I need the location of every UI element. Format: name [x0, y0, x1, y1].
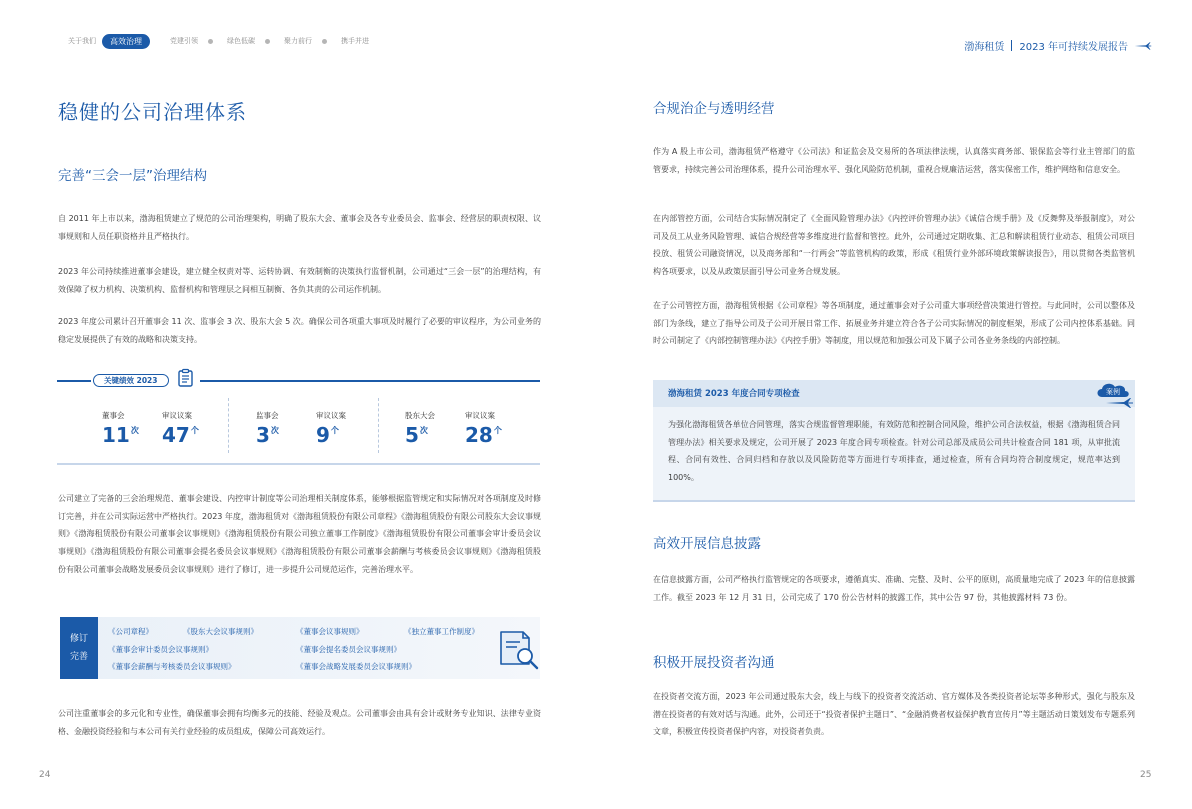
- revision-item: 《股东大会议事规则》: [183, 627, 258, 636]
- nav-dot-icon: [322, 39, 327, 44]
- kpi-rule-right: [200, 380, 540, 382]
- paragraph: 2023 年公司持续推进董事会建设，建立健全权责对等、运转协调、有效制衡的决策执行监督机制，公司通过“三会一层”的治理结构，有效保障了权力机构、决策机构、监督机构和管理层之间相互制衡、各负其责的公司运作机制。: [58, 267, 541, 294]
- paragraph: 自 2011 年上市以来，渤海租赁建立了规范的公司治理架构，明确了股东大会、董事会及各专业委员会、监事会、经营层的职责权限、议事规则和人员任职资格并且严格执行。: [58, 214, 541, 241]
- paragraph: 作为 A 股上市公司，渤海租赁严格遵守《公司法》和证监会及交易所的各项法律法规，认真落实商务部、银保监会等行业主管部门的监管要求，持续完善公司治理体系，提升公司治理水平、强化风险防范机制，重视合规廉洁运营，落实保密工作，维护网络和信息安全。: [653, 147, 1135, 174]
- nav-label: 携手并进: [341, 37, 369, 45]
- revision-tag-text: 修订: [69, 634, 88, 644]
- nav-label: 绿色低碳: [227, 37, 255, 45]
- page-title: 稳健的公司治理体系: [58, 100, 247, 124]
- revision-item: 《董事会提名委员会议事规则》: [296, 645, 401, 654]
- revision-tag-text: 完善: [69, 652, 88, 662]
- company-name: 渤海租赁: [964, 42, 1005, 53]
- section-title-investor: 积极开展投资者沟通: [653, 655, 775, 671]
- kpi-value: $5^次$: [405, 423, 428, 447]
- kpi-value: $11^次$: [102, 423, 139, 447]
- revision-item: 《董事会薪酬与考核委员会议事规则》: [108, 662, 236, 671]
- revision-item: 《公司章程》: [108, 627, 153, 636]
- nav-dot-icon: [208, 39, 213, 44]
- kpi-label: 审议议案: [465, 411, 495, 420]
- kpi-label: 审议议案: [316, 411, 346, 420]
- nav-label: 聚力前行: [284, 37, 312, 45]
- kpi-bottom-rule: [57, 463, 540, 465]
- kpi-value: $9^个$: [316, 423, 339, 447]
- paragraph: 在子公司管控方面，渤海租赁根据《公司章程》等各项制度，通过董事会对子公司重大事项经营决策进行管控。与此同时，公司以整体及部门为条线，建立了指导公司及子公司开展日常工作、拓展业务并建立符合各子公司实际情况的制度框架，形成了公司内控体系基础。同时公司制定了《内部控制管理办法》《内控手册》等制度，用以规范和加强公司及下属子公司各业务条线的内部控制。: [653, 301, 1135, 346]
- page-number-left: 24: [39, 770, 51, 780]
- report-brand: [964, 38, 1152, 53]
- section-title-disclosure: 高效开展信息披露: [653, 536, 761, 552]
- nav-label: 党建引领: [170, 37, 198, 45]
- revision-item: 《董事会议事规则》: [296, 627, 364, 636]
- kpi-title: 关键绩效 2023: [93, 374, 169, 387]
- nav-item-about[interactable]: [68, 36, 96, 46]
- document-search-icon: [495, 626, 541, 672]
- clipboard-icon: [176, 368, 196, 388]
- kpi-value: $47^个$: [162, 423, 199, 447]
- nav-item-together[interactable]: [341, 36, 369, 46]
- kpi-label: 审议议案: [162, 411, 192, 420]
- kpi-value: $3^次$: [256, 423, 279, 447]
- kpi-rule-left: [57, 380, 91, 382]
- section-title-structure: 完善“三会一层”治理结构: [58, 168, 207, 184]
- kpi-divider: [378, 398, 379, 453]
- kpi-label: 董事会: [102, 411, 125, 420]
- case-badge-text: 案例: [1106, 388, 1120, 396]
- paragraph: 在信息披露方面，公司严格执行监管规定的各项要求，遵循真实、准确、完整、及时、公平的原则，高质量地完成了 2023 年的信息披露工作。截至 2023 年 12 月 31 日，公司完成了 170 份公告材料的披露工作，其中公告 97 份，其他披露材料 73 份。: [653, 575, 1135, 602]
- kpi-label: 股东大会: [405, 411, 435, 420]
- nav-item-green[interactable]: [227, 36, 270, 46]
- case-badge: [1092, 379, 1140, 409]
- case-title: 渤海租赁 2023 年度合同专项检查: [668, 389, 800, 399]
- airplane-icon: [1134, 41, 1152, 51]
- case-text: 为强化渤海租赁各单位合同管理，落实合规监督管理职能，有效防范和控制合同风险，维护公司合法权益，根据《渤海租赁合同管理办法》相关要求及规定，公司开展了 2023 年度合同专项检查。针对公司总部及成员公司共计检查合同 181 项，从审批流程、合同有效性、合同归档和存放以及风险防范等方面进行专项排查，通过检查，所有合同均符合制度规定，规范率达到 100%。: [668, 420, 1120, 483]
- nav-item-governance[interactable]: [102, 34, 150, 49]
- paragraph: 在内部管控方面，公司结合实际情况制定了《全面风险管理办法》《内控评价管理办法》《诚信合规手册》及《反舞弊及举报制度》，对公司及员工从业务风险管理、诚信合规经营等多维度进行监督和管控。此外，公司通过定期收集、汇总和解读租赁行业动态、租赁公司项目投放、租赁公司融资情况，以及商务部和“一行两会”等监管机构的政策，形成《租赁行业外部环境政策解读报告》，用以贯彻各类监管机构各项要求，以及从政策层面引导公司业务合规发展。: [653, 214, 1135, 277]
- revision-tag: [60, 617, 98, 679]
- revision-item: 《董事会审计委员会议事规则》: [108, 645, 213, 654]
- kpi-divider: [228, 398, 229, 453]
- kpi-value: $28^个$: [465, 423, 502, 447]
- paragraph: 公司建立了完备的三会治理规范、董事会建设、内控审计制度等公司治理相关制度体系，能够根据监管规定和实际情况对各项制度及时修订完善，并在公司实际运营中严格执行。2023 年度，渤海租赁对《渤海租赁股份有限公司章程》《渤海租赁股份有限公司股东大会议事规则》《渤海租赁股份有限公司董事会议事规则》《渤海租赁股份有限公司独立董事工作制度》《渤海租赁股份有限公司董事会审计委员会议事规则》《渤海租赁股份有限公司董事会提名委员会议事规则》《渤海租赁股份有限公司董事会薪酬与考核委员会议事规则》《渤海租赁股份有限公司董事会战略发展委员会议事规则》进行了修订，进一步提升公司规范运作，完善治理水平。: [58, 494, 541, 574]
- paragraph: 2023 年度公司累计召开董事会 11 次、监事会 3 次、股东大会 5 次。确保公司各项重大事项及时履行了必要的审议程序，为公司业务的稳定发展提供了有效的战略和决策支持。: [58, 317, 541, 344]
- revision-item: 《董事会战略发展委员会议事规则》: [296, 662, 416, 671]
- kpi-label: 监事会: [256, 411, 279, 420]
- section-title-compliance: 合规治企与透明经营: [653, 101, 775, 117]
- page-number-right: 25: [1140, 770, 1152, 780]
- nav-label: 高效治理: [110, 36, 142, 46]
- revision-item: 《独立董事工作制度》: [404, 627, 479, 636]
- paragraph: 在投资者交流方面，2023 年公司通过股东大会，线上与线下的投资者交流活动、官方媒体及各类投资者论坛等多种形式，强化与股东及潜在投资者的有效对话与沟通。此外，公司还于“投资者保护主题日”、“金融消费者权益保护教育宣传月”等主题活动日策划发布专题系列文章，积极宣传投资者保护内容，对投资者负责。: [653, 692, 1135, 737]
- paragraph: 公司注重董事会的多元化和专业性，确保董事会拥有均衡多元的技能、经验及观点。公司董事会由具有会计或财务专业知识、法律专业资格、金融投资经验和与本公司有关行业经验的成员组成，保障公司高效运行。: [58, 709, 541, 736]
- nav-item-forward[interactable]: [284, 36, 327, 46]
- cloud-plane-icon: [1092, 379, 1140, 409]
- nav-dot-icon: [265, 39, 270, 44]
- top-nav: [68, 33, 383, 49]
- brand-separator: [1011, 40, 1012, 51]
- nav-label: 关于我们: [68, 37, 96, 45]
- case-bottom-rule: [653, 500, 1135, 502]
- report-name: 2023 年可持续发展报告: [1019, 42, 1128, 53]
- nav-item-party[interactable]: [170, 36, 213, 46]
